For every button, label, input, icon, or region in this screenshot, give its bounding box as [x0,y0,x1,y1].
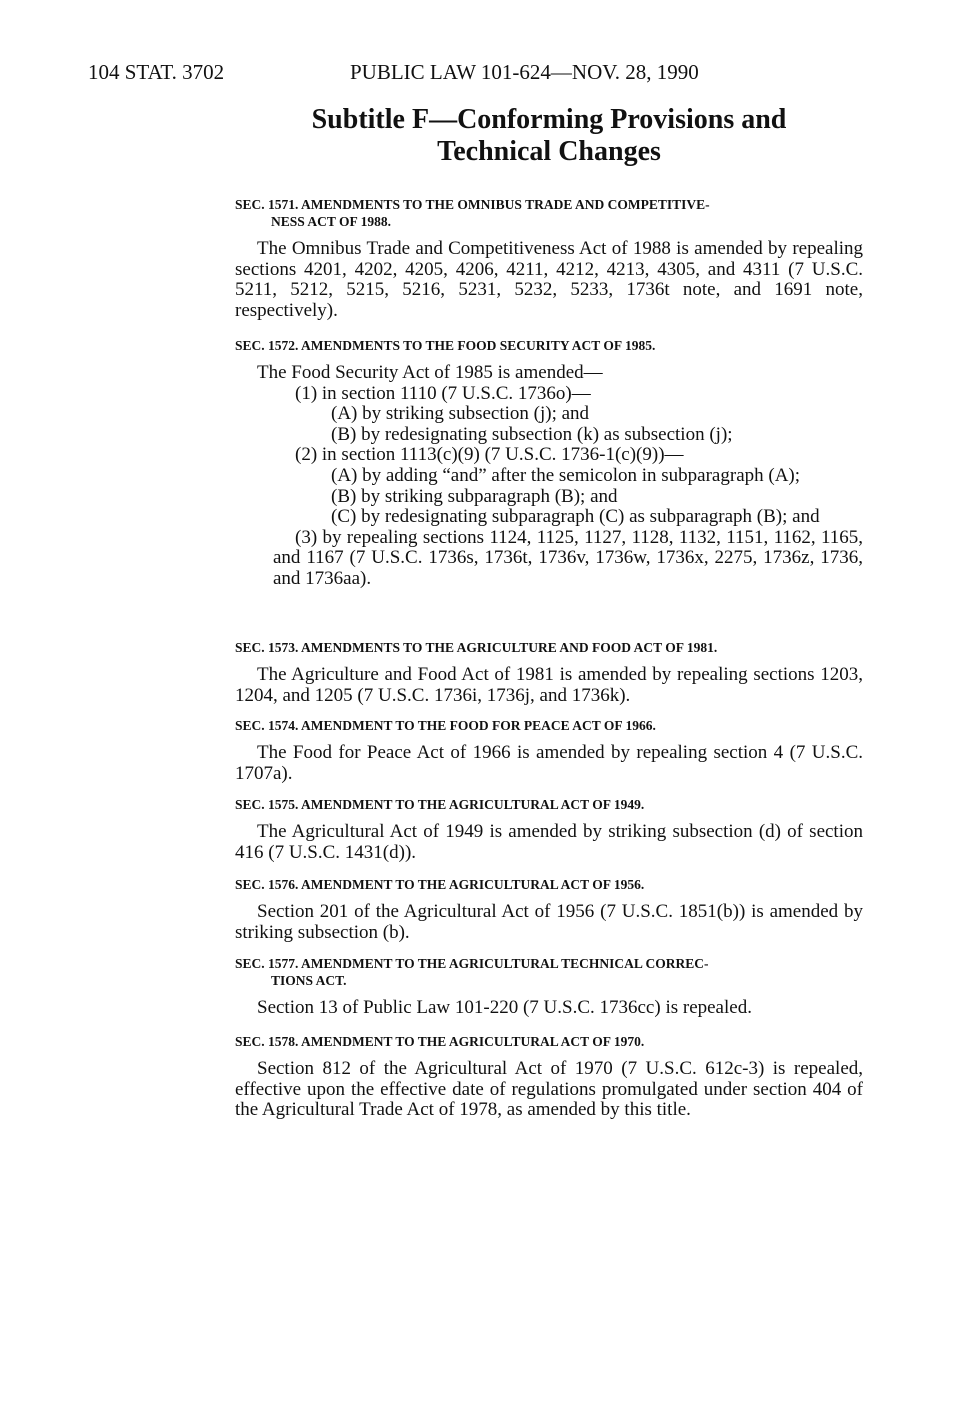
section-heading: SEC. 1572. AMENDMENTS TO THE FOOD SECURITY ACT OF 1985. [235,338,656,353]
section-heading [235,196,863,230]
section-1575 [235,796,863,863]
subtitle-line-2: Technical Changes [437,136,661,167]
subtitle-line-1: Subtitle F—Conforming Provisions and [311,104,787,135]
paragraph-2: (2) in section 1113(c)(9) (7 U.S.C. 1736-1(c)(9))— [295,444,684,466]
section-1576 [235,876,863,943]
page-header [88,60,699,85]
paragraph-3: (3) by repealing sections 1124, 1125, 1127, 1128, 1132, 1151, 1162, 1165, and 1167 (7 U.S.C. 1736s, 1736t, 1736v, 1736w, 1736x, 2275, 1736z, 1736, and 1736aa). [273,526,863,589]
subparagraph-2a: (A) by adding “and” after the semicolon in subparagraph (A); [331,464,801,486]
section-heading-line: SEC. 1571. AMENDMENTS TO THE OMNIBUS TRADE AND COMPETITIVE- [235,197,710,212]
section-text: The Agriculture and Food Act of 1981 is amended by repealing sections 1203, 1204, and 1205 (7 U.S.C. 1736i, 1736j, and 1736k). [235,664,863,706]
law-citation: PUBLIC LAW 101-624—NOV. 28, 1990 [350,60,699,84]
section-heading-continuation: TIONS ACT. [271,973,347,988]
section-text: Section 201 of the Agricultural Act of 1956 (7 U.S.C. 1851(b)) is amended by striking subsection (b). [235,901,863,943]
subparagraph-2b: (B) by striking subparagraph (B); and [331,485,618,507]
section-heading-continuation: NESS ACT OF 1988. [271,214,392,229]
section-1571 [235,196,863,321]
section-1577 [235,955,863,1019]
section-heading: SEC. 1573. AMENDMENTS TO THE AGRICULTURE AND FOOD ACT OF 1981. [235,640,718,655]
section-text: Section 812 of the Agricultural Act of 1970 (7 U.S.C. 612c-3) is repealed, effective upon the effective date of regulations promulgated under section 404 of the Agricultural Trade Act of 1978, as amended by this title. [235,1058,863,1121]
section-intro: The Food Security Act of 1985 is amended— [257,362,603,383]
section-text: Section 13 of Public Law 101-220 (7 U.S.C. 1736cc) is repealed. [257,997,752,1018]
section-heading-line: SEC. 1577. AMENDMENT TO THE AGRICULTURAL TECHNICAL CORREC- [235,956,709,971]
section-1573 [235,639,863,706]
page-reference: 104 STAT. 3702 [88,60,225,84]
section-1572 [235,337,863,590]
section-heading [235,955,863,989]
subparagraph-1b: (B) by redesignating subsection (k) as subsection (j); [331,423,733,445]
section-1574 [235,717,863,784]
section-text: The Agricultural Act of 1949 is amended by striking subsection (d) of section 416 (7 U.S.C. 1431(d)). [235,821,863,863]
subparagraph-1a: (A) by striking subsection (j); and [331,403,590,425]
section-text: The Omnibus Trade and Competitiveness Act of 1988 is amended by repealing sections 4201, 4202, 4205, 4206, 4211, 4212, 4213, 4305, and 4311 (7 U.S.C. 5211, 5212, 5215, 5216, 5231, 5232, 5233, 1736t note, and 1691 note, respectively). [235,238,863,321]
section-heading: SEC. 1576. AMENDMENT TO THE AGRICULTURAL ACT OF 1956. [235,877,645,892]
paragraph-1: (1) in section 1110 (7 U.S.C. 1736o)— [295,382,591,404]
section-heading: SEC. 1578. AMENDMENT TO THE AGRICULTURAL ACT OF 1970. [235,1034,645,1049]
section-1578 [235,1033,863,1121]
subtitle-heading [235,104,863,168]
section-text: The Food for Peace Act of 1966 is amended by repealing section 4 (7 U.S.C. 1707a). [235,742,863,784]
section-heading: SEC. 1575. AMENDMENT TO THE AGRICULTURAL ACT OF 1949. [235,797,645,812]
subparagraph-2c: (C) by redesignating subparagraph (C) as subparagraph (B); and [331,506,820,528]
section-heading: SEC. 1574. AMENDMENT TO THE FOOD FOR PEACE ACT OF 1966. [235,718,656,733]
